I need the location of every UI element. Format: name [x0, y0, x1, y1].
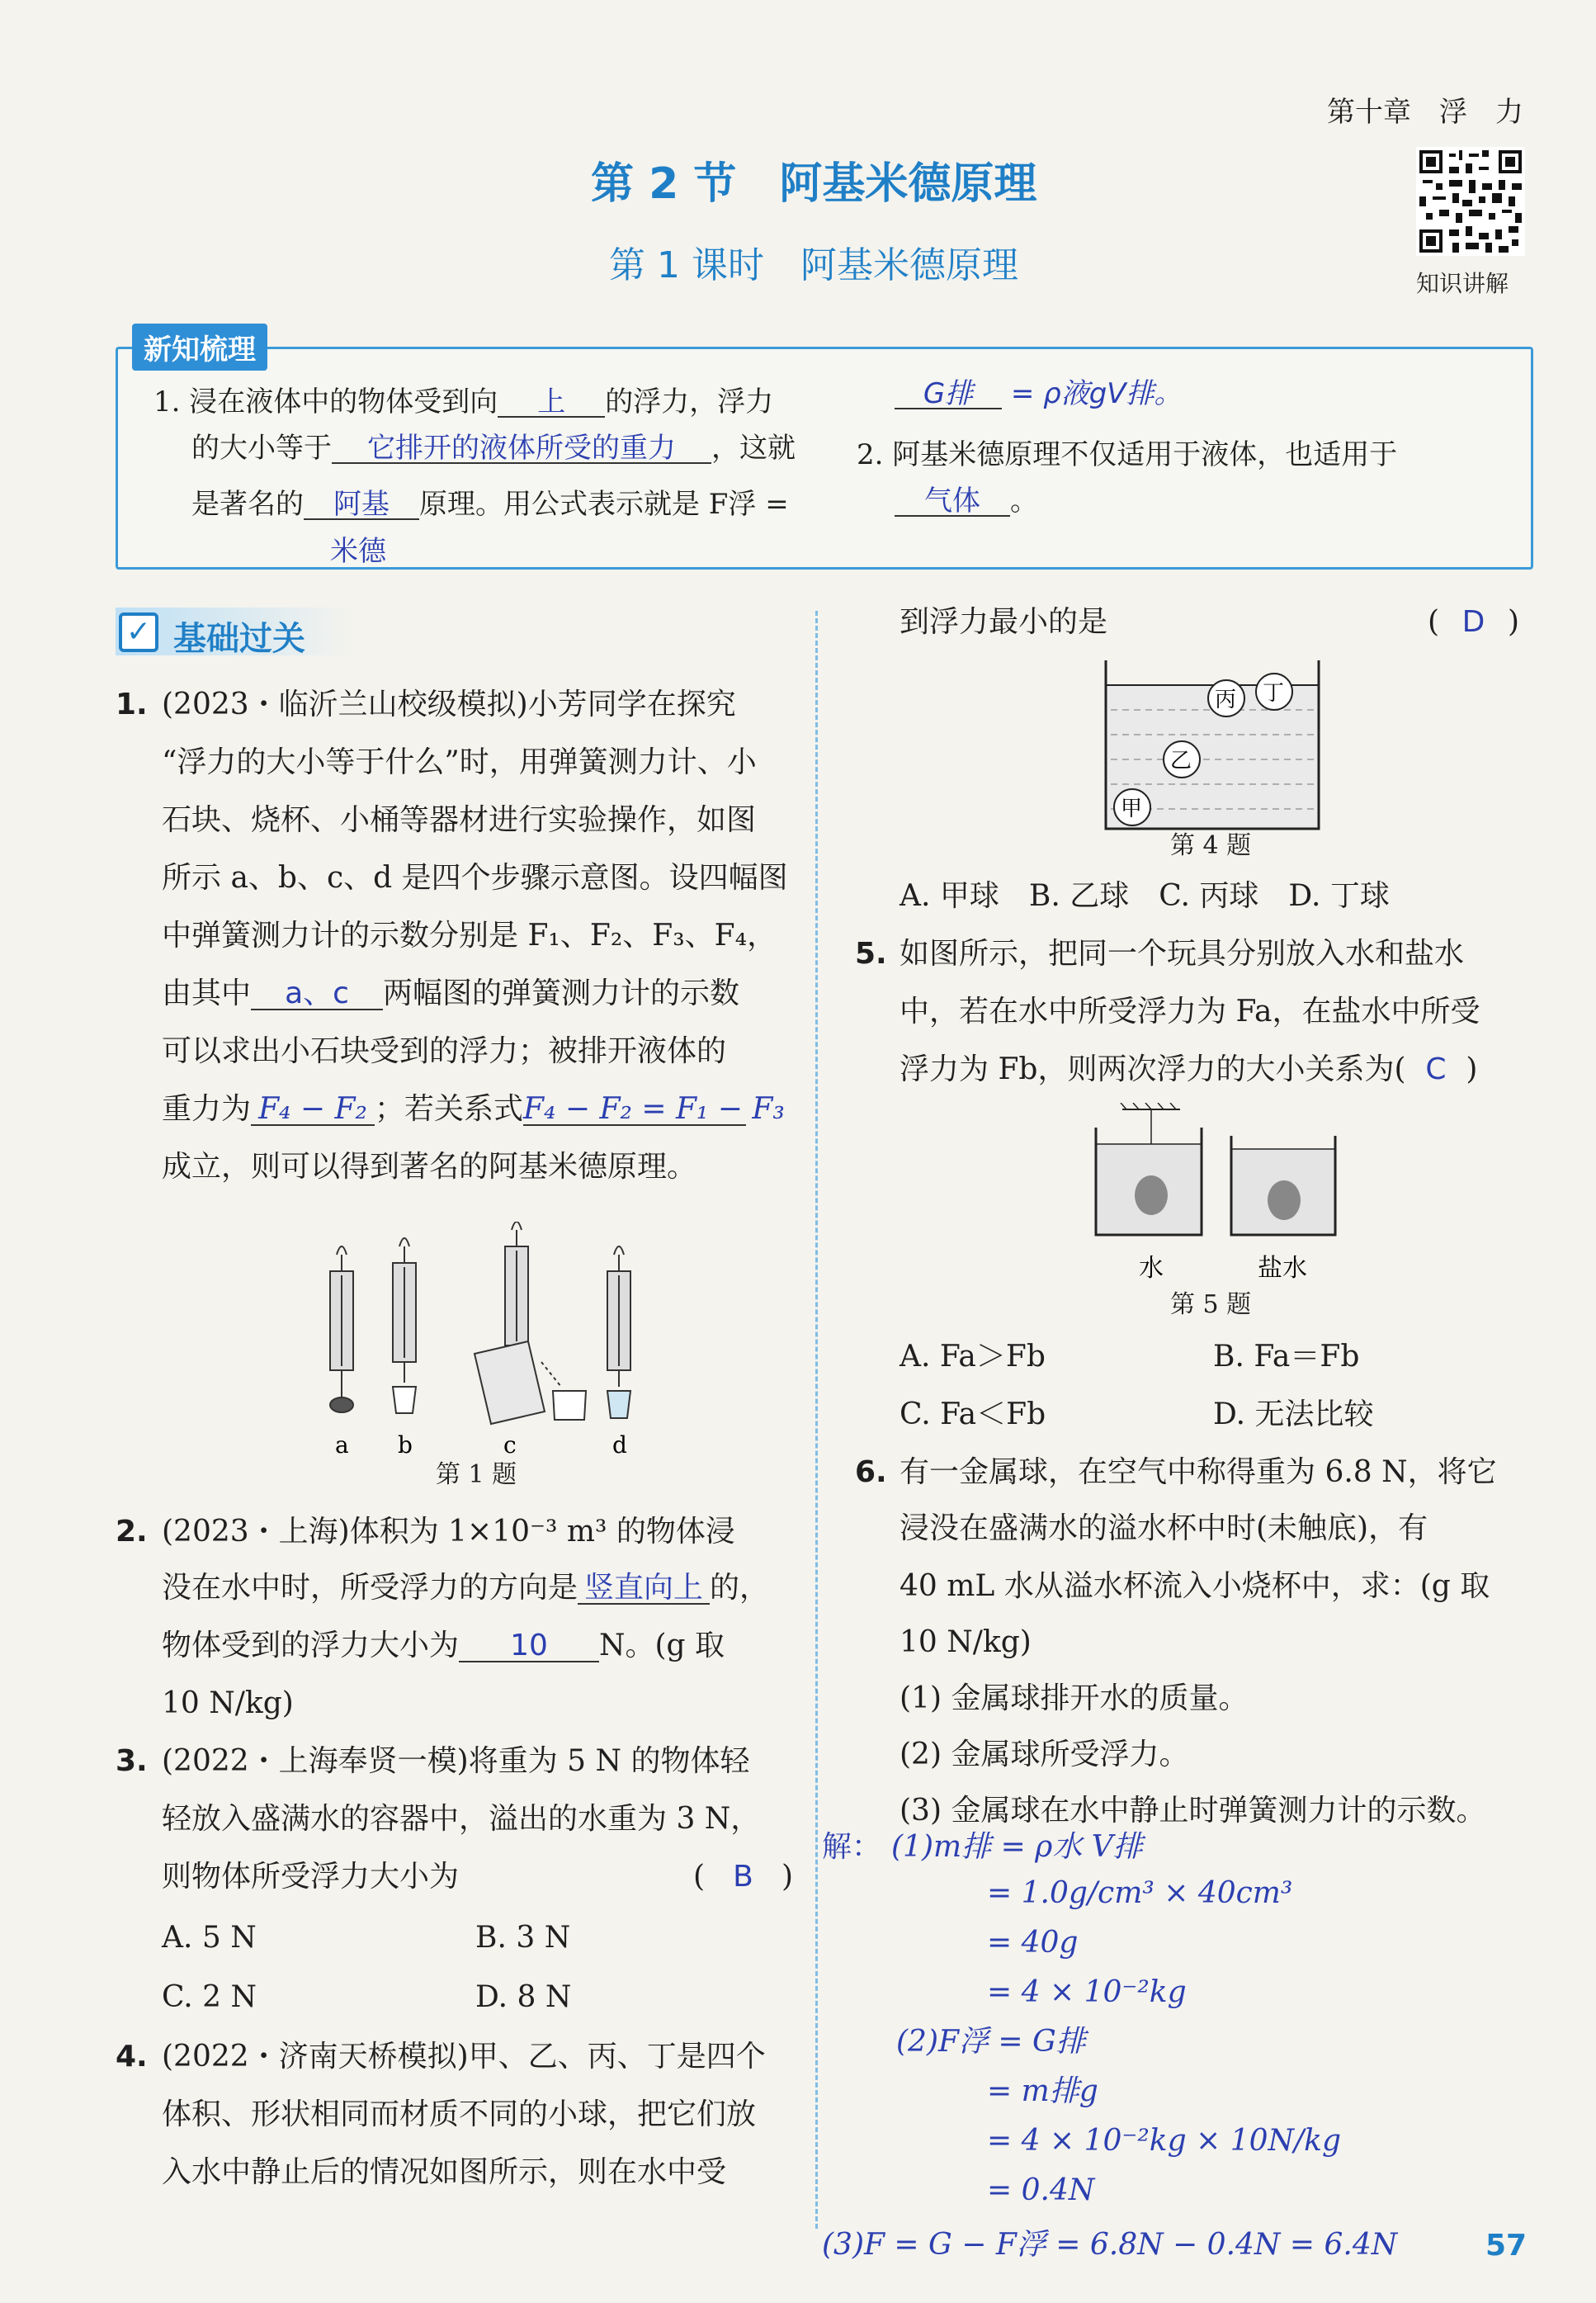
column-divider: [815, 611, 818, 2229]
text: 是著名的: [191, 488, 304, 521]
text: 原理。用公式表示就是 F浮 =: [419, 488, 789, 521]
q5-caption: 第 5 题: [1170, 1290, 1252, 1319]
qr-code[interactable]: [1416, 147, 1525, 256]
text: 重力为: [162, 1092, 252, 1126]
q3-option-a: A. 5 N: [162, 1921, 257, 1955]
spring-scale-experiment-diagram: [305, 1222, 660, 1469]
knowledge-item1-line2: [191, 434, 796, 464]
q5-figure: [1089, 1103, 1337, 1293]
knowledge-badge: [132, 324, 267, 371]
text: 浮力为 Fb，则两次浮力的大小关系为(: [900, 1052, 1406, 1086]
q5-number: 5.: [855, 937, 887, 971]
ball-label-ding: 丁: [1263, 681, 1285, 706]
q3-answer: B: [733, 1860, 753, 1894]
paren-right: ): [1466, 1052, 1478, 1086]
basic-badge-label: 基础过关: [173, 620, 305, 658]
answer-name2: 米德: [330, 535, 386, 568]
q3-answer-paren: [693, 1862, 793, 1892]
q5-option-d: D. 无法比较: [1213, 1397, 1374, 1431]
lesson-title: 第 1 课时 阿基米德原理: [609, 244, 1018, 286]
q4-options: A. 甲球 B. 乙球 C. 丙球 D. 丁球: [900, 879, 1390, 913]
q6-sub2: (2) 金属球所受浮力。: [900, 1738, 1189, 1771]
q2-number: 2.: [116, 1515, 148, 1549]
page-number: 57: [1485, 2229, 1528, 2263]
paren-right: ): [1507, 605, 1519, 639]
q1-caption: 第 1 题: [436, 1460, 517, 1489]
q1-answer-ac: a、c: [285, 977, 349, 1010]
q1-line2: “浮力的大小等于什么”时，用弹簧测力计、小: [162, 745, 757, 779]
text: 2. 阿基米德原理不仅适用于液体，也适用于: [857, 438, 1398, 471]
q4-line1: (2022・济南天桥模拟)甲、乙、丙、丁是四个: [162, 2040, 766, 2074]
q1-line1: (2023・临沂兰山校级模拟)小芳同学在探究: [162, 688, 736, 721]
chapter-label: 第十章 浮 力: [1327, 96, 1523, 129]
fig-label-c: c: [503, 1431, 517, 1459]
q2-line4: 10 N/kg): [162, 1686, 294, 1720]
text: N。(g 取: [599, 1629, 725, 1662]
q4-line2: 体积、形状相同而材质不同的小球，把它们放: [162, 2097, 757, 2131]
section-title: 第 2 节 阿基米德原理: [591, 159, 1037, 209]
q6-number: 6.: [855, 1455, 887, 1489]
checkbox-icon: ✓: [119, 612, 158, 652]
basic-badge: [116, 608, 355, 658]
text: ；若关系式: [375, 1092, 524, 1126]
text: ，这就: [711, 432, 796, 465]
answer-up: 上: [537, 385, 566, 419]
q6-solution-line: = 1.0g/cm³ × 40cm³: [987, 1876, 1293, 1910]
q3-option-c: C. 2 N: [162, 1980, 257, 2014]
q2-line3: [162, 1631, 725, 1662]
text: 物体受到的浮力大小为: [162, 1629, 460, 1662]
q6-line3: 40 mL 水从溢水杯流入小烧杯中，求：(g 取: [900, 1569, 1490, 1603]
q3-number: 3.: [116, 1744, 148, 1778]
q6-solution-line: (2)F浮 = G排: [896, 2025, 1086, 2059]
q6-solution-line: = m排g: [987, 2074, 1098, 2108]
q5-option-c: C. Fa＜Fb: [900, 1397, 1046, 1431]
knowledge-item2-line2: [895, 487, 1038, 517]
q1-line6: [162, 979, 739, 1010]
answer-gas: 气体: [924, 485, 980, 518]
q6-solution-line: (1)m排 = ρ水 V排: [891, 1830, 1143, 1864]
text: 的大小等于: [191, 432, 332, 465]
q1-line7: 可以求出小石块受到的浮力；被排开液体的: [162, 1034, 727, 1068]
fig-label-b: b: [398, 1431, 413, 1459]
label-water: 水: [1139, 1254, 1164, 1283]
q4-number: 4.: [116, 2040, 148, 2074]
q1-line5: 中弹簧测力计的示数分别是 F₁、F₂、F₃、F₄，: [162, 919, 777, 953]
knowledge-item1-formula: [895, 377, 1183, 410]
q6-solution-line: = 4 × 10⁻²kg: [987, 1975, 1187, 2009]
q3-option-d: D. 8 N: [475, 1980, 572, 2014]
q6-solution-line: = 40g: [987, 1926, 1079, 1960]
ball-label-bing: 丙: [1215, 688, 1237, 712]
knowledge-item2-line1: [857, 438, 1398, 471]
q5-line2: 中，若在水中所受浮力为 Fa，在盐水中所受: [900, 995, 1480, 1029]
formula-tail: = ρ液gV排。: [1010, 377, 1183, 410]
q6-solution-line: (3)F = G − F浮 = 6.8N − 0.4N = 6.4N: [822, 2228, 1398, 2262]
text: 由其中: [162, 977, 252, 1010]
paren-right: ): [781, 1860, 793, 1894]
paren-left: (: [1428, 605, 1440, 639]
q1-answer-f: F₄ − F₂: [258, 1092, 367, 1126]
q1-line3: 石块、烧杯、小桶等器材进行实验操作，如图: [162, 803, 757, 837]
q2-line1: (2023・上海)体积为 1×10⁻³ m³ 的物体浸: [162, 1515, 735, 1549]
q1-figure: [305, 1222, 660, 1469]
fig-label-a: a: [335, 1431, 349, 1459]
q4-line4: 到浮力最小的是: [900, 605, 1108, 639]
q4-figure: [1103, 660, 1325, 834]
text: 1. 浸在液体中的物体受到向: [153, 385, 498, 419]
ball-label-yi: 乙: [1170, 749, 1192, 773]
balls-in-water-diagram: [1103, 660, 1325, 834]
text: 。: [1010, 485, 1038, 518]
q5-line1: 如图所示，把同一个玩具分别放入水和盐水: [900, 937, 1465, 971]
qr-code-icon: [1416, 147, 1525, 256]
q6-line4: 10 N/kg): [900, 1625, 1032, 1659]
knowledge-item1-line3: [191, 490, 789, 520]
q5-option-b: B. Fa＝Fb: [1213, 1340, 1360, 1374]
q1-line9: 成立，则可以得到著名的阿基米德原理。: [162, 1150, 697, 1184]
answer-gravity: 它排开的液体所受的重力: [367, 432, 676, 465]
q2-answer-direction: 竖直向上: [584, 1571, 704, 1605]
q2-line2: [162, 1573, 769, 1605]
qr-caption: 知识讲解: [1416, 270, 1509, 297]
q4-answer: D: [1461, 605, 1485, 639]
q4-line3: 入水中静止后的情况如图所示，则在水中受: [162, 2155, 727, 2189]
q5-line3: [900, 1052, 1478, 1086]
q1-line4: 所示 a、b、c、d 是四个步骤示意图。设四幅图: [162, 861, 788, 895]
q6-solution-line: = 0.4N: [987, 2173, 1095, 2207]
q2-answer-value: 10: [510, 1629, 548, 1662]
text: 两幅图的弹簧测力计的示数: [383, 977, 740, 1010]
q5-option-a: A. Fa＞Fb: [900, 1340, 1046, 1374]
q6-sub1: (1) 金属球排开水的质量。: [900, 1681, 1249, 1715]
q6-solution-line: = 4 × 10⁻²kg × 10N/kg: [987, 2124, 1342, 2158]
text: 的浮力，浮力: [605, 385, 774, 419]
q3-line2: 轻放入盛满水的容器中，溢出的水重为 3 N，: [162, 1802, 761, 1836]
q1-answer-rel: F₄ − F₂ = F₁ − F₃: [523, 1092, 785, 1126]
q4-caption: 第 4 题: [1170, 831, 1252, 860]
answer-name1: 阿基: [333, 488, 390, 521]
answer-formula: G排: [923, 377, 974, 410]
q6-line2: 浸没在盛满水的溢水杯中时(未触底)，有: [900, 1511, 1428, 1545]
ball-label-jia: 甲: [1121, 797, 1143, 821]
toy-in-water-and-salt-water-diagram: [1089, 1103, 1337, 1293]
knowledge-badge-label: 新知梳理: [144, 333, 256, 366]
fig-label-d: d: [612, 1431, 627, 1459]
chapter-header: [1327, 89, 1523, 130]
q1-line8: [162, 1092, 785, 1126]
label-salt-water: 盐水: [1258, 1254, 1307, 1283]
q3-line1: (2022・上海奉贤一模)将重为 5 N 的物体轻: [162, 1744, 750, 1778]
q6-line1: 有一金属球，在空气中称得重为 6.8 N，将它: [900, 1455, 1497, 1489]
q6-solution-label: 解：: [822, 1830, 882, 1864]
q3-line3: 则物体所受浮力大小为: [162, 1860, 460, 1894]
q4-answer-paren: [1428, 605, 1519, 639]
q5-answer: C: [1425, 1052, 1447, 1086]
q1-number: 1.: [116, 688, 148, 721]
text: 的，: [710, 1571, 770, 1605]
q3-option-b: B. 3 N: [475, 1921, 571, 1955]
paren-left: (: [693, 1860, 706, 1894]
text: 没在水中时，所受浮力的方向是: [162, 1571, 578, 1605]
q6-sub3: (3) 金属球在水中静止时弹簧测力计的示数。: [900, 1794, 1486, 1828]
knowledge-item1-line1: [153, 385, 774, 419]
